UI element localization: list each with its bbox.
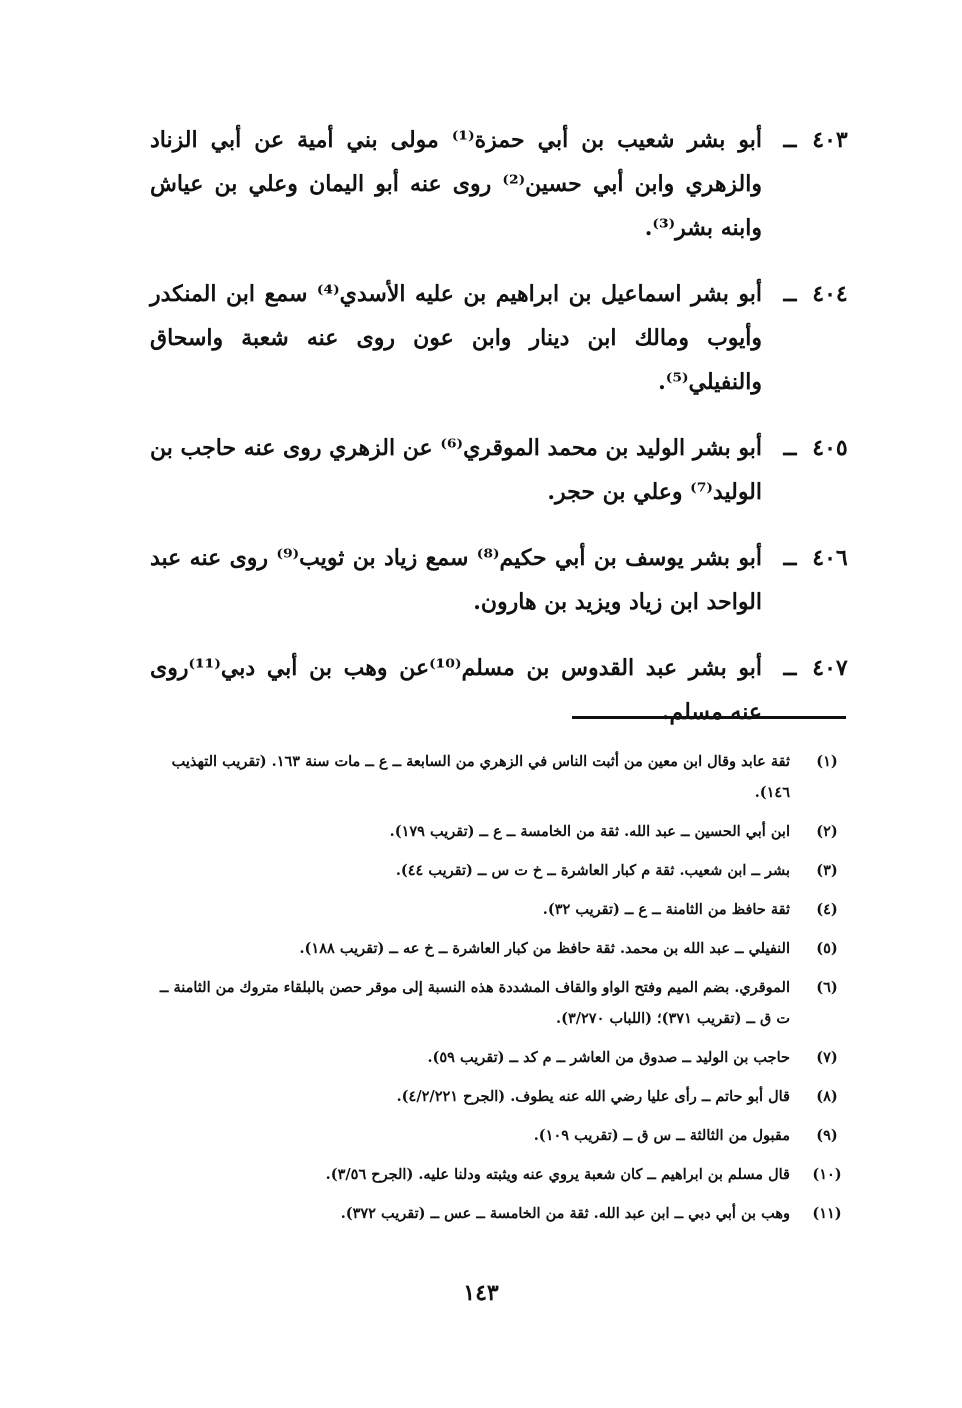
entry-dash: ــ — [783, 545, 797, 571]
footnote-number: (٢) — [816, 823, 838, 840]
footnote-number: (٤) — [816, 901, 838, 918]
entry-text: أبو بشر الوليد بن محمد الموقري⁽⁶⁾ عن الزهري روى عنه حاجب بن الوليد⁽⁷⁾ وعلي بن حجر. — [150, 435, 762, 505]
entry-text: أبو بشر عبد القدوس بن مسلم⁽¹⁰⁾عن وهب بن أبي دبي⁽¹¹⁾روى عنه مسلم. — [150, 655, 762, 725]
entry-405 — [150, 426, 850, 514]
entry-number: ٤٠٦ — [812, 545, 848, 571]
entry-dash: ــ — [783, 127, 797, 153]
entry-407 — [150, 646, 850, 734]
footnote-text: قال مسلم بن ابراهيم ــ كان شعبة يروي عنه ويثبته ودلنا عليه. (الجرح ٣/٥٦). — [325, 1166, 790, 1183]
entry-text: أبو بشر شعيب بن أبي حمزة⁽¹⁾ مولى بني أمية عن أبي الزناد والزهري وابن أبي حسين⁽²⁾ روى عنه أبو اليمان وعلي بن عياش وابنه بشر⁽³⁾. — [150, 127, 762, 241]
footnote — [150, 816, 850, 847]
footnote-number: (٧) — [816, 1049, 838, 1066]
footnote-text: وهب بن أبي دبي ــ ابن عبد الله. ثقة من الخامسة ــ عس ــ (تقريب ٣٧٢). — [340, 1205, 790, 1222]
entry-406 — [150, 536, 850, 624]
footnote-number: (٦) — [816, 979, 838, 996]
entry-number: ٤٠٣ — [812, 127, 848, 153]
footnote — [150, 1120, 850, 1151]
footnote-text: حاجب بن الوليد ــ صدوق من العاشر ــ م كد ــ (تقريب ٥٩). — [427, 1049, 790, 1066]
entry-dash: ــ — [783, 435, 797, 461]
footnote-text: النفيلي ــ عبد الله بن محمد. ثقة حافظ من كبار العاشرة ــ خ عه ــ (تقريب ١٨٨). — [299, 940, 790, 957]
entry-dash: ــ — [783, 281, 797, 307]
entry-number: ٤٠٧ — [812, 655, 848, 681]
footnote-number: (٥) — [816, 940, 838, 957]
footnote-text: ابن أبي الحسين ــ عبد الله. ثقة من الخامسة ــ ع ــ (تقريب ١٧٩). — [389, 823, 790, 840]
biography-entries — [150, 118, 850, 756]
footnote-number: (١) — [816, 753, 838, 770]
footnote — [150, 1198, 850, 1229]
footnote — [150, 1081, 850, 1112]
footnote — [150, 1042, 850, 1073]
entry-number: ٤٠٥ — [812, 435, 848, 461]
entry-404 — [150, 272, 850, 404]
footnote-separator — [572, 716, 846, 719]
footnote — [150, 933, 850, 964]
footnote-number: (١٠) — [812, 1166, 842, 1183]
footnote-text: مقبول من الثالثة ــ س ق ــ (تقريب ١٠٩). — [533, 1127, 790, 1144]
footnote — [150, 855, 850, 886]
footnote — [150, 1159, 850, 1190]
entry-text: أبو بشر يوسف بن أبي حكيم⁽⁸⁾ سمع زياد بن ثويب⁽⁹⁾ روى عنه عبد الواحد ابن زياد ويزيد بن هارون. — [150, 545, 762, 615]
footnote — [150, 894, 850, 925]
page-number: ١٤٣ — [463, 1280, 499, 1306]
footnote-number: (٩) — [816, 1127, 838, 1144]
entry-number: ٤٠٤ — [812, 281, 848, 307]
footnote-number: (٨) — [816, 1088, 838, 1105]
footnote-text: قال أبو حاتم ــ رأى عليا رضي الله عنه يطوف. (الجرح ٤/٢/٢٢١). — [396, 1088, 790, 1105]
footnote — [150, 972, 850, 1034]
footnote — [150, 746, 850, 808]
footnote-number: (٣) — [816, 862, 838, 879]
footnotes — [150, 746, 850, 1237]
entry-text: أبو بشر اسماعيل بن ابراهيم بن عليه الأسدي⁽⁴⁾ سمع ابن المنكدر وأيوب ومالك ابن دينار وابن عون روى عنه شعبة واسحاق والنفيلي⁽⁵⁾. — [150, 281, 762, 395]
footnote-text: بشر ــ ابن شعيب. ثقة م كبار العاشرة ــ خ ت س ــ (تقريب ٤٤). — [395, 862, 790, 879]
entry-dash: ــ — [783, 655, 797, 681]
footnote-number: (١١) — [812, 1205, 842, 1222]
footnote-text: الموقري. بضم الميم وفتح الواو والقاف المشددة هذه النسبة إلى موقر حصن بالبلقاء متروك من الثامنة ــ ت ق ــ (تقريب ٣٧١)؛ (اللباب ٣/٢٧٠). — [159, 979, 790, 1027]
footnote-text: ثقة حافظ من الثامنة ــ ع ــ (تقريب ٣٢). — [542, 901, 790, 918]
entry-403 — [150, 118, 850, 250]
footnote-text: ثقة عابد وقال ابن معين من أثبت الناس في الزهري من السابعة ــ ع ــ مات سنة ١٦٣. (تقريب التهذيب ١٤٦). — [171, 753, 790, 801]
